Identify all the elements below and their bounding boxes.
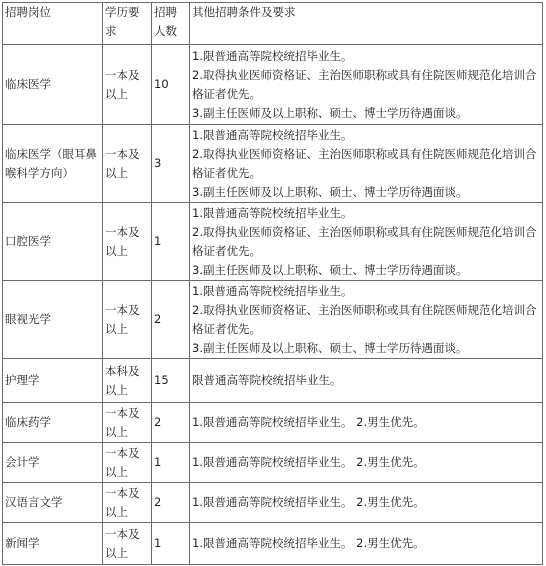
cell-education: 一本及以上 [103, 45, 152, 125]
requirement-line: 3.副主任医师及以上职称、硕士、博士学历待遇面谈。 [192, 184, 468, 199]
cell-requirements [190, 443, 543, 483]
cell-count: 10 [152, 45, 190, 125]
cell-count: 1 [152, 443, 190, 483]
requirement-line: 3.副主任医师及以上职称、硕士、博士学历待遇面谈。 [192, 262, 468, 277]
table-row [3, 125, 543, 203]
header-row [3, 3, 543, 45]
header-count: 招聘人数 [152, 3, 190, 45]
cell-education: 一本及以上 [103, 523, 152, 565]
requirement-line: 3.副主任医师及以上职称、硕士、博士学历待遇面谈。 [192, 340, 468, 355]
requirement-line: 1.限普通高等院校统招毕业生。 2.男生优先。 [192, 536, 425, 550]
table-row [3, 483, 543, 523]
cell-education: 一本及以上 [103, 483, 152, 523]
requirement-line: 限普通高等院校统招毕业生。 [192, 373, 342, 387]
cell-requirements [190, 203, 543, 281]
cell-position: 口腔医学 [3, 203, 103, 281]
requirement-line: 1.限普通高等院校统招毕业生。 [192, 48, 353, 63]
cell-count: 2 [152, 403, 190, 443]
requirement-line: 2.取得执业医师资格证、主治医师职称或具有住院医师规范化培训合格证者优先。 [192, 67, 537, 101]
requirement-line: 1.限普通高等院校统招毕业生。 2.男生优先。 [192, 495, 425, 509]
table-row [3, 403, 543, 443]
table-row [3, 523, 543, 565]
requirement-line: 1.限普通高等院校统招毕业生。 [192, 205, 353, 220]
cell-requirements [190, 483, 543, 523]
requirement-line: 1.限普通高等院校统招毕业生。 [192, 283, 353, 298]
table-row [3, 359, 543, 403]
cell-count: 3 [152, 125, 190, 203]
cell-count: 15 [152, 359, 190, 403]
table-row [3, 443, 543, 483]
requirement-line: 1.限普通高等院校统招毕业生。 [192, 127, 353, 142]
cell-requirements [190, 45, 543, 125]
cell-count: 1 [152, 523, 190, 565]
cell-position: 新闻学 [3, 523, 103, 565]
header-education: 学历要求 [103, 3, 152, 45]
cell-position: 汉语言文学 [3, 483, 103, 523]
cell-count: 1 [152, 203, 190, 281]
requirement-line: 2.取得执业医师资格证、主治医师职称或具有住院医师规范化培训合格证者优先。 [192, 302, 537, 336]
cell-education: 一本及以上 [103, 125, 152, 203]
table-row [3, 45, 543, 125]
cell-education: 本科及以上 [103, 359, 152, 403]
cell-position: 眼视光学 [3, 281, 103, 359]
cell-education: 一本及以上 [103, 443, 152, 483]
recruitment-table [2, 2, 543, 565]
requirement-line: 1.限普通高等院校统招毕业生。 2.男生优先。 [192, 455, 425, 469]
cell-requirements [190, 359, 543, 403]
cell-education: 一本及以上 [103, 281, 152, 359]
cell-requirements [190, 403, 543, 443]
requirement-line: 2.取得执业医师资格证、主治医师职称或具有住院医师规范化培训合格证者优先。 [192, 224, 537, 258]
cell-requirements [190, 523, 543, 565]
cell-requirements [190, 125, 543, 203]
cell-education: 一本及以上 [103, 203, 152, 281]
header-requirements: 其他招聘条件及要求 [190, 3, 543, 45]
cell-count: 2 [152, 281, 190, 359]
table-row [3, 281, 543, 359]
cell-position: 临床医学 [3, 45, 103, 125]
cell-position: 临床药学 [3, 403, 103, 443]
requirement-line: 1.限普通高等院校统招毕业生。 2.男生优先。 [192, 415, 425, 429]
cell-requirements [190, 281, 543, 359]
table-row [3, 203, 543, 281]
requirement-line: 3.副主任医师及以上职称、硕士、博士学历待遇面谈。 [192, 105, 468, 120]
cell-count: 2 [152, 483, 190, 523]
header-position: 招聘岗位 [3, 3, 103, 45]
cell-education: 一本及以上 [103, 403, 152, 443]
cell-position: 护理学 [3, 359, 103, 403]
cell-position: 临床医学（眼耳鼻喉科学方向） [3, 125, 103, 203]
requirement-line: 2.取得执业医师资格证、主治医师职称或具有住院医师规范化培训合格证者优先。 [192, 146, 537, 180]
cell-position: 会计学 [3, 443, 103, 483]
